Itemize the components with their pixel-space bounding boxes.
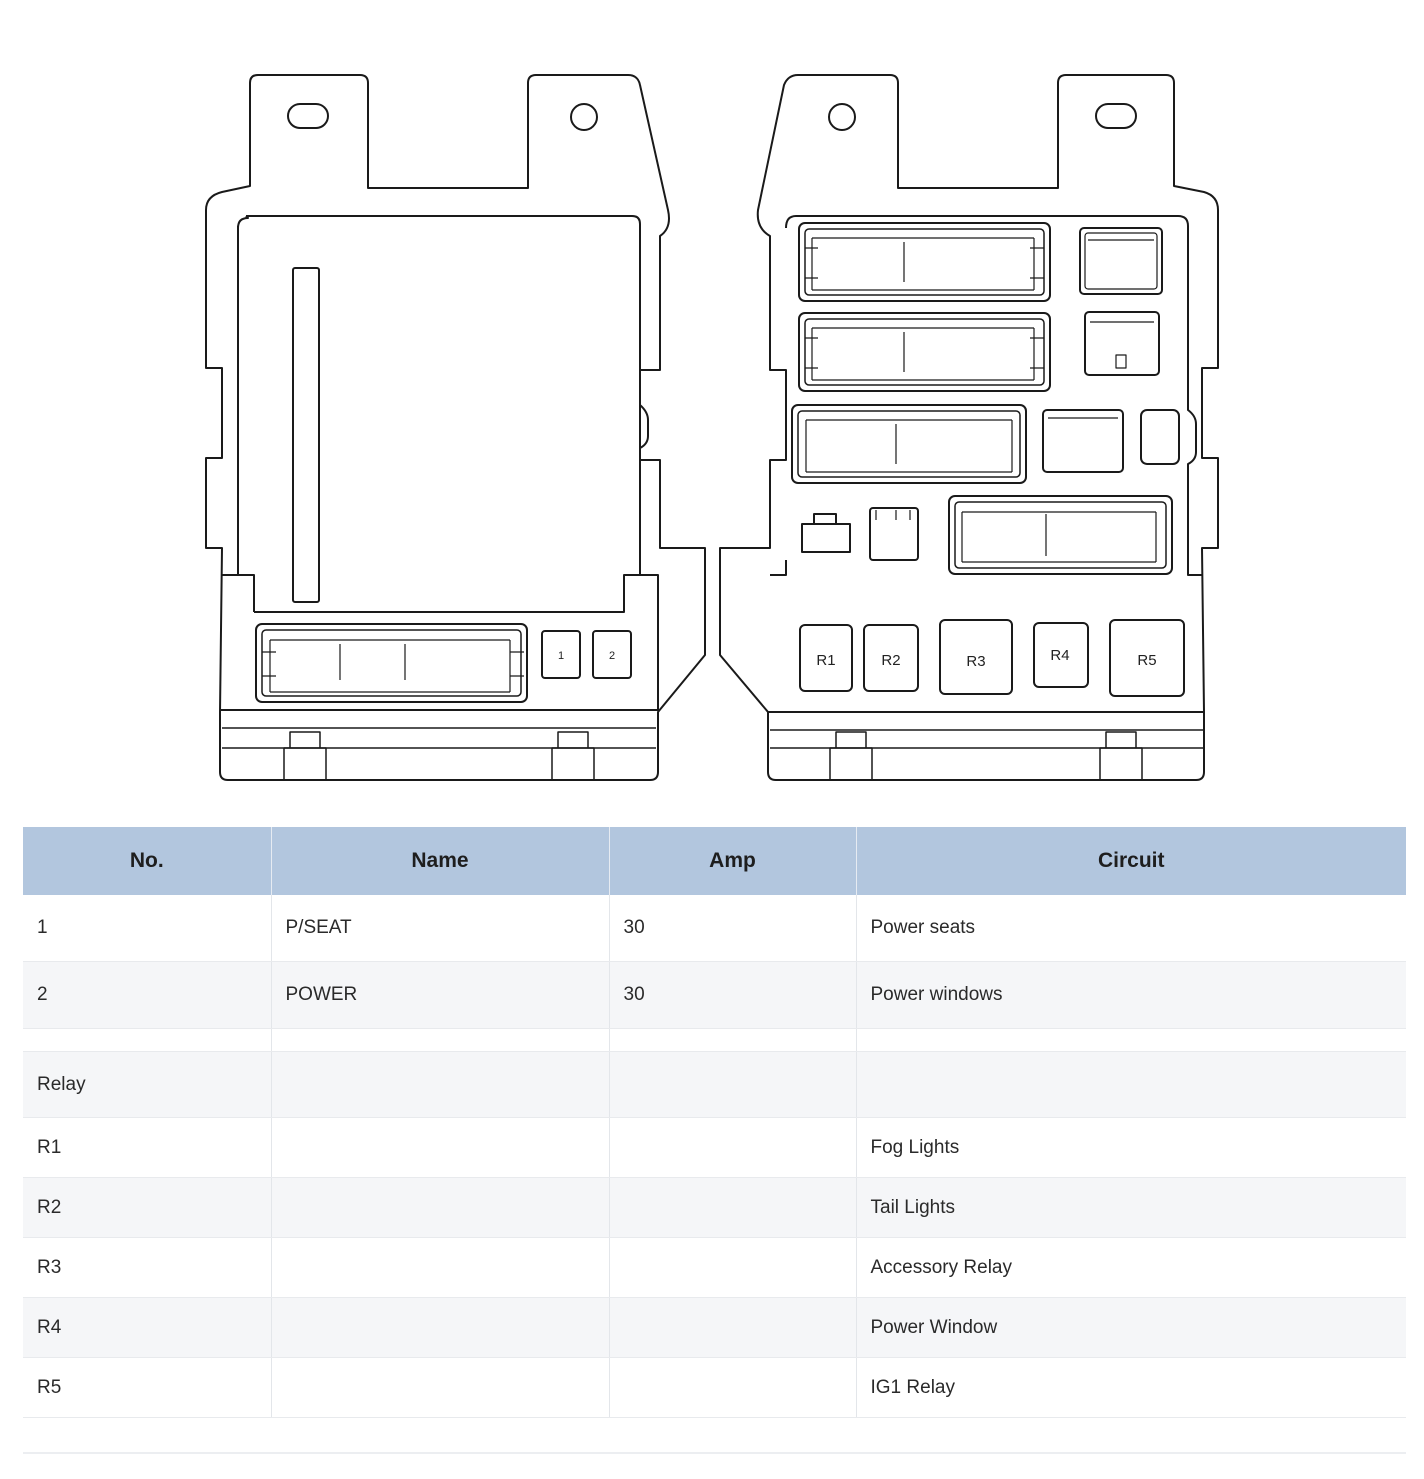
table-row [23, 1298, 1406, 1358]
small-socket-5 [802, 514, 850, 552]
cell-no: R1 [23, 1118, 271, 1178]
relay-r1-slot[interactable] [800, 625, 852, 691]
empty-cell [609, 1118, 856, 1178]
cell-name: POWER [271, 962, 609, 1029]
cell-amp: 30 [609, 962, 856, 1029]
cell-circuit: Power Window [856, 1298, 1406, 1358]
relay-r3-slot[interactable] [940, 620, 1012, 694]
empty-cell [609, 1029, 856, 1052]
right-box-outline [720, 75, 1218, 780]
table-row [23, 1178, 1406, 1238]
cell-circuit: Accessory Relay [856, 1238, 1406, 1298]
relay-section-row [23, 1052, 1406, 1118]
left-connector [256, 624, 527, 702]
column-header-amp: Amp [609, 827, 856, 895]
column-header-name: Name [271, 827, 609, 895]
column-header-circuit: Circuit [856, 827, 1406, 895]
small-socket-3 [1043, 410, 1123, 472]
fuse-1-label: 1 [557, 650, 565, 662]
relay-r2-slot[interactable] [864, 625, 918, 691]
cell-circuit: Power windows [856, 962, 1406, 1029]
fuse-2-slot[interactable] [593, 631, 631, 678]
cell-no: R5 [23, 1358, 271, 1418]
empty-cell [609, 1238, 856, 1298]
cell-circuit: Fog Lights [856, 1118, 1406, 1178]
cell-no: 2 [23, 962, 271, 1029]
table-row [23, 1118, 1406, 1178]
left-vertical-slot [293, 268, 319, 602]
right-relay-box [720, 75, 1218, 780]
relay-r3-label: R3 [966, 653, 986, 670]
empty-cell [271, 1298, 609, 1358]
connector-b [799, 313, 1050, 391]
cell-no: 1 [23, 895, 271, 962]
table-row [23, 1238, 1406, 1298]
relay-r4-label: R4 [1050, 647, 1070, 664]
empty-cell [271, 1178, 609, 1238]
relay-r1-label: R1 [816, 652, 836, 669]
cell-name: P/SEAT [271, 895, 609, 962]
empty-cell [609, 1358, 856, 1418]
table-spacer-row [23, 1029, 1406, 1052]
cell-circuit: Power seats [856, 895, 1406, 962]
small-socket-6 [870, 508, 918, 560]
cell-no: R3 [23, 1238, 271, 1298]
small-socket-1 [1080, 228, 1162, 294]
empty-cell [609, 1052, 856, 1118]
divider [23, 1452, 1406, 1454]
small-socket-2 [1085, 312, 1159, 375]
empty-cell [23, 1029, 271, 1052]
fuse-relay-table [23, 827, 1406, 1418]
empty-cell [609, 1298, 856, 1358]
empty-cell [856, 1052, 1406, 1118]
empty-cell [271, 1052, 609, 1118]
empty-cell [271, 1118, 609, 1178]
column-header-no: No. [23, 827, 271, 895]
empty-cell [609, 1178, 856, 1238]
cell-no: R4 [23, 1298, 271, 1358]
fuse-1-slot[interactable] [542, 631, 580, 678]
cell-no: R2 [23, 1178, 271, 1238]
cell-circuit: IG1 Relay [856, 1358, 1406, 1418]
left-fuse-box [206, 75, 705, 780]
relay-r5-slot[interactable] [1110, 620, 1184, 696]
relay-r5-label: R5 [1137, 652, 1157, 669]
table-row [23, 962, 1406, 1029]
connector-c [792, 405, 1026, 483]
table-row [23, 1358, 1406, 1418]
cell-amp: 30 [609, 895, 856, 962]
empty-cell [271, 1358, 609, 1418]
relay-r4-slot[interactable] [1034, 623, 1088, 687]
empty-cell [271, 1029, 609, 1052]
empty-cell [856, 1029, 1406, 1052]
relay-section-label: Relay [23, 1052, 271, 1118]
cell-circuit: Tail Lights [856, 1178, 1406, 1238]
connector-d [949, 496, 1172, 574]
relay-r2-label: R2 [881, 652, 901, 669]
connector-a [799, 223, 1050, 301]
empty-cell [271, 1238, 609, 1298]
table-header-row [23, 827, 1406, 895]
table-row [23, 895, 1406, 962]
small-socket-4 [1141, 410, 1179, 464]
fuse-2-label: 2 [608, 650, 616, 662]
